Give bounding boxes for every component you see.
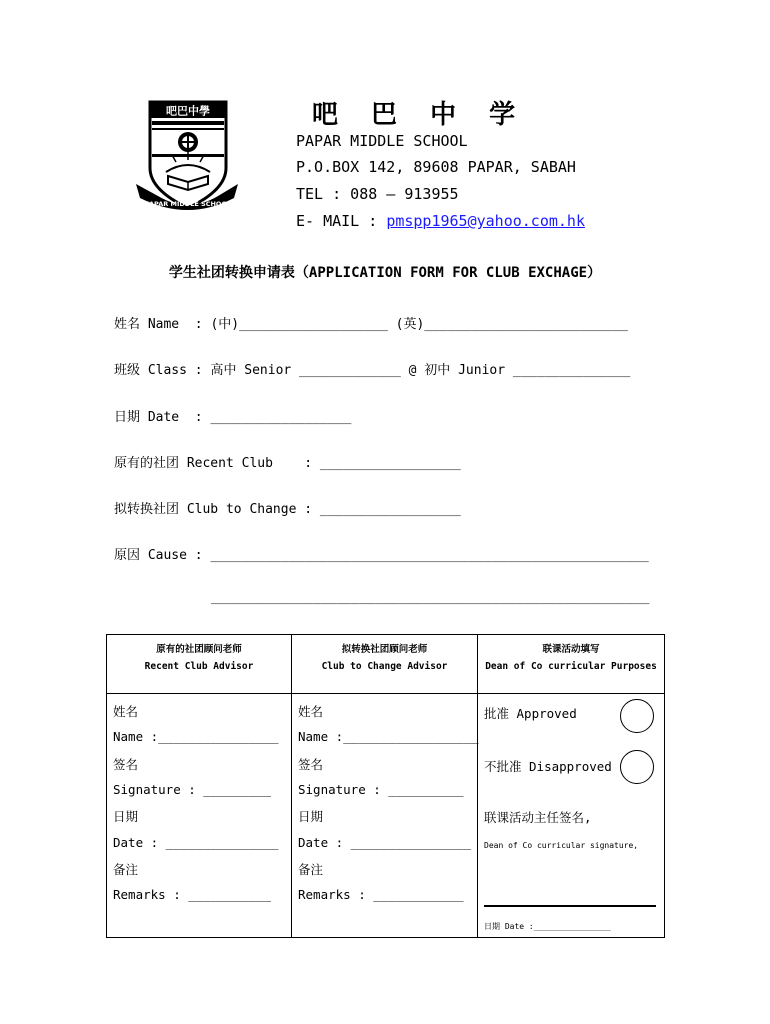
club-to-change-advisor-cell <box>292 694 478 938</box>
header-recent-club-advisor <box>107 635 292 694</box>
advisor-signature-field[interactable]: Signature : __________ <box>298 782 464 797</box>
dean-signature-en-label: Dean of Co curricular signature, <box>484 841 639 850</box>
advisor-remarks-field[interactable]: Remarks : ____________ <box>298 887 464 902</box>
header-club-to-change-advisor <box>292 635 478 694</box>
remarks-cn-label: 备注 <box>113 862 139 877</box>
email-link[interactable]: pmspp1965@yahoo.com.hk <box>386 212 585 230</box>
signature-cn-label: 签名 <box>298 757 324 772</box>
school-name-english: PAPAR MIDDLE SCHOOL <box>296 132 468 150</box>
recent-club-advisor-cell <box>107 694 292 938</box>
signature-cn-label: 签名 <box>113 757 139 772</box>
form-title: 学生社团转换申请表（APPLICATION FORM FOR CLUB EXCHAGE） <box>168 265 602 281</box>
school-address: P.O.BOX 142, 89608 PAPAR, SABAH <box>296 158 576 176</box>
header-en: Recent Club Advisor <box>144 661 254 672</box>
approved-checkbox[interactable] <box>620 699 654 733</box>
header-cn: 拟转换社团顾问老师 <box>341 644 428 655</box>
date-cn-label: 日期 <box>298 809 324 824</box>
school-crest-logo <box>128 98 244 216</box>
header-en: Club to Change Advisor <box>321 661 448 672</box>
crest-banner-text: PAPAR MIDDLE SCHOOL <box>144 200 232 208</box>
email-label: E- MAIL : <box>296 212 387 230</box>
dean-signature-cn-label: 联课活动主任签名, <box>484 810 592 825</box>
dean-date-field[interactable]: 日期 Date :________________ <box>484 922 611 931</box>
name-field[interactable]: 姓名 Name : (中)___________________ (英)__________________________ <box>114 317 628 332</box>
cause-field[interactable]: 原因 Cause : ________________________________________________________ <box>114 548 649 563</box>
recent-club-field[interactable]: 原有的社团 Recent Club : __________________ <box>114 456 461 471</box>
approved-label: 批准 Approved <box>484 706 577 721</box>
disapproved-label: 不批准 Disapproved <box>484 759 612 774</box>
dean-signature-line[interactable] <box>484 905 656 907</box>
name-cn-label: 姓名 <box>113 704 139 719</box>
header-cn: 原有的社团顾问老师 <box>156 644 242 655</box>
name-cn-label: 姓名 <box>298 704 324 719</box>
school-name-chinese: 吧 巴 中 学 <box>312 100 528 130</box>
school-email-row <box>296 212 585 230</box>
approval-table <box>106 634 665 938</box>
header-dean-co-curricular <box>478 635 665 694</box>
advisor-remarks-field[interactable]: Remarks : ___________ <box>113 887 272 902</box>
advisor-date-field[interactable]: Date : _______________ <box>113 835 279 850</box>
advisor-name-field[interactable]: Name :__________________ <box>298 729 479 744</box>
advisor-signature-field[interactable]: Signature : _________ <box>113 782 272 797</box>
remarks-cn-label: 备注 <box>298 862 324 877</box>
dean-cell <box>478 694 665 938</box>
approval-table-body <box>107 694 665 938</box>
cause-field-line-2[interactable]: ________________________________________________________ <box>211 590 650 605</box>
school-phone: TEL : 088 – 913955 <box>296 185 459 203</box>
approval-table-header <box>107 635 665 694</box>
advisor-name-field[interactable]: Name :________________ <box>113 729 279 744</box>
crest-top-text: 吧巴中學 <box>166 104 210 118</box>
header-cn: 联课活动填写 <box>542 644 600 655</box>
disapproved-checkbox[interactable] <box>620 750 654 784</box>
class-field[interactable]: 班级 Class : 高中 Senior _____________ @ 初中 Junior _______________ <box>114 363 631 378</box>
advisor-date-field[interactable]: Date : ________________ <box>298 835 472 850</box>
date-cn-label: 日期 <box>113 809 139 824</box>
date-field[interactable]: 日期 Date : __________________ <box>114 410 352 425</box>
header-en: Dean of Co curricular Purposes <box>485 661 657 672</box>
club-to-change-field[interactable]: 拟转换社团 Club to Change : __________________ <box>114 502 461 517</box>
